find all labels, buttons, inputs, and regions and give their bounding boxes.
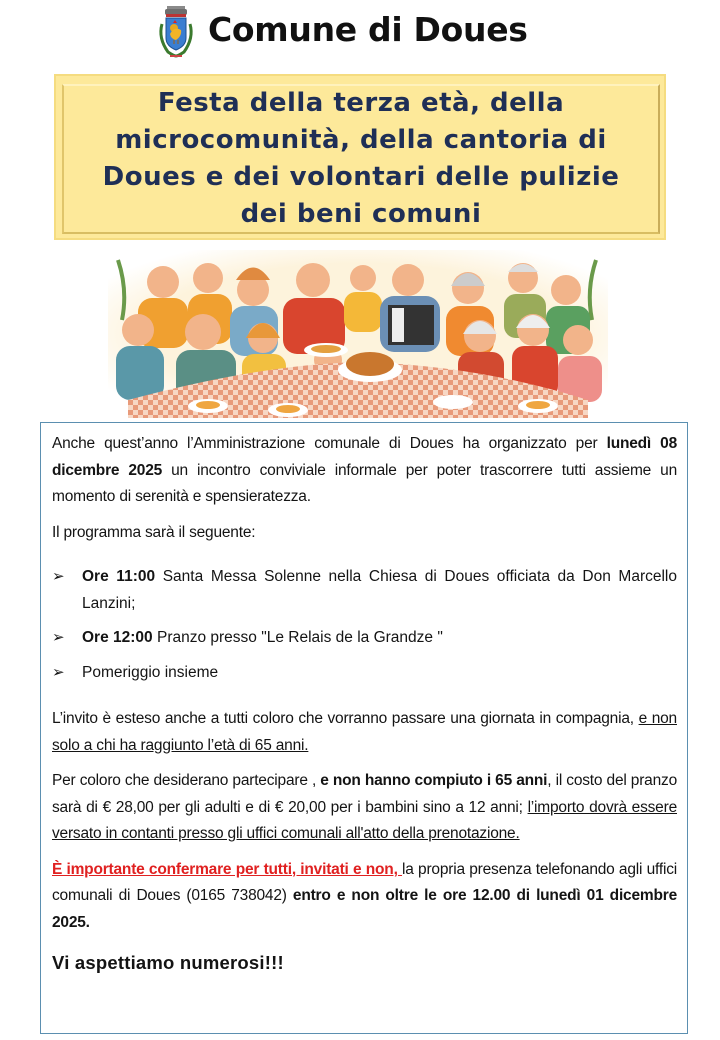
intro-paragraph: Anche quest’anno l’Amministrazione comunale di Doues ha organizzato per lunedì 08 dicembre 2025 un incontro conviviale informale per poter trascorrere tutti assieme un momento di serenità e spensieratezza. — [52, 435, 678, 505]
confirm-paragraph: È importante confermare per tutti, invitati e non, la propria presenza telefonando agli uffici comunali di Doues (0165 738042) entro e non oltre le ore 12.00 di lunedì 01 dicembre 2025. — [52, 860, 678, 931]
celebration-illustration — [108, 250, 608, 418]
arrow-bullet-icon: ➢ — [52, 663, 65, 681]
arrow-bullet-icon: ➢ — [52, 568, 65, 585]
program-item: ➢ Ore 11:00 Santa Messa Solenne nella Chiesa di Doues officiata da Don Marcello Lanzini; — [52, 564, 677, 617]
program-intro: Il programma sarà il seguente: — [52, 523, 256, 541]
program-time: Ore 12:00 — [82, 629, 153, 646]
program-item: ➢ Ore 12:00 Pranzo presso "Le Relais de la Grandze " — [52, 625, 677, 652]
invite-paragraph: L’invito è esteso anche a tutti coloro che vorranno passare una giornata in compagnia, e non solo a chi ha raggiunto l’età di 65 anni. — [52, 710, 677, 754]
closing-line: Vi aspettiamo numerosi!!! — [52, 952, 284, 973]
municipality-title: Comune di Doues — [208, 10, 528, 49]
important-notice: È importante confermare per tutti, invitati e non, — [52, 860, 403, 878]
event-title-banner — [54, 74, 666, 240]
program-item: ➢ Pomeriggio insieme — [52, 660, 677, 687]
program-time: Ore 11:00 — [82, 568, 156, 585]
arrow-bullet-icon: ➢ — [52, 629, 65, 646]
event-date: lunedì 08 dicembre 2025 — [52, 435, 677, 479]
page-header — [0, 0, 720, 66]
cost-paragraph: Per coloro che desiderano partecipare , e non hanno compiuto i 65 anni, il costo del pranzo sarà di € 28,00 per gli adulti e di € 20,00 per i bambini sino a 12 anni; l’importo dovrà essere versato in contanti presso gli uffici comunali all'atto della prenotazione. — [52, 772, 677, 842]
announcement-body — [40, 422, 688, 1034]
deadline: entro e non oltre le ore 12.00 di lunedì 01 dicembre 2025. — [52, 887, 678, 931]
event-title: Festa della terza età, della microcomunità, della cantoria di Doues e dei volontari delle pulizie dei beni comuni — [102, 88, 620, 229]
program-list — [52, 564, 677, 686]
coat-of-arms-icon — [154, 4, 198, 62]
